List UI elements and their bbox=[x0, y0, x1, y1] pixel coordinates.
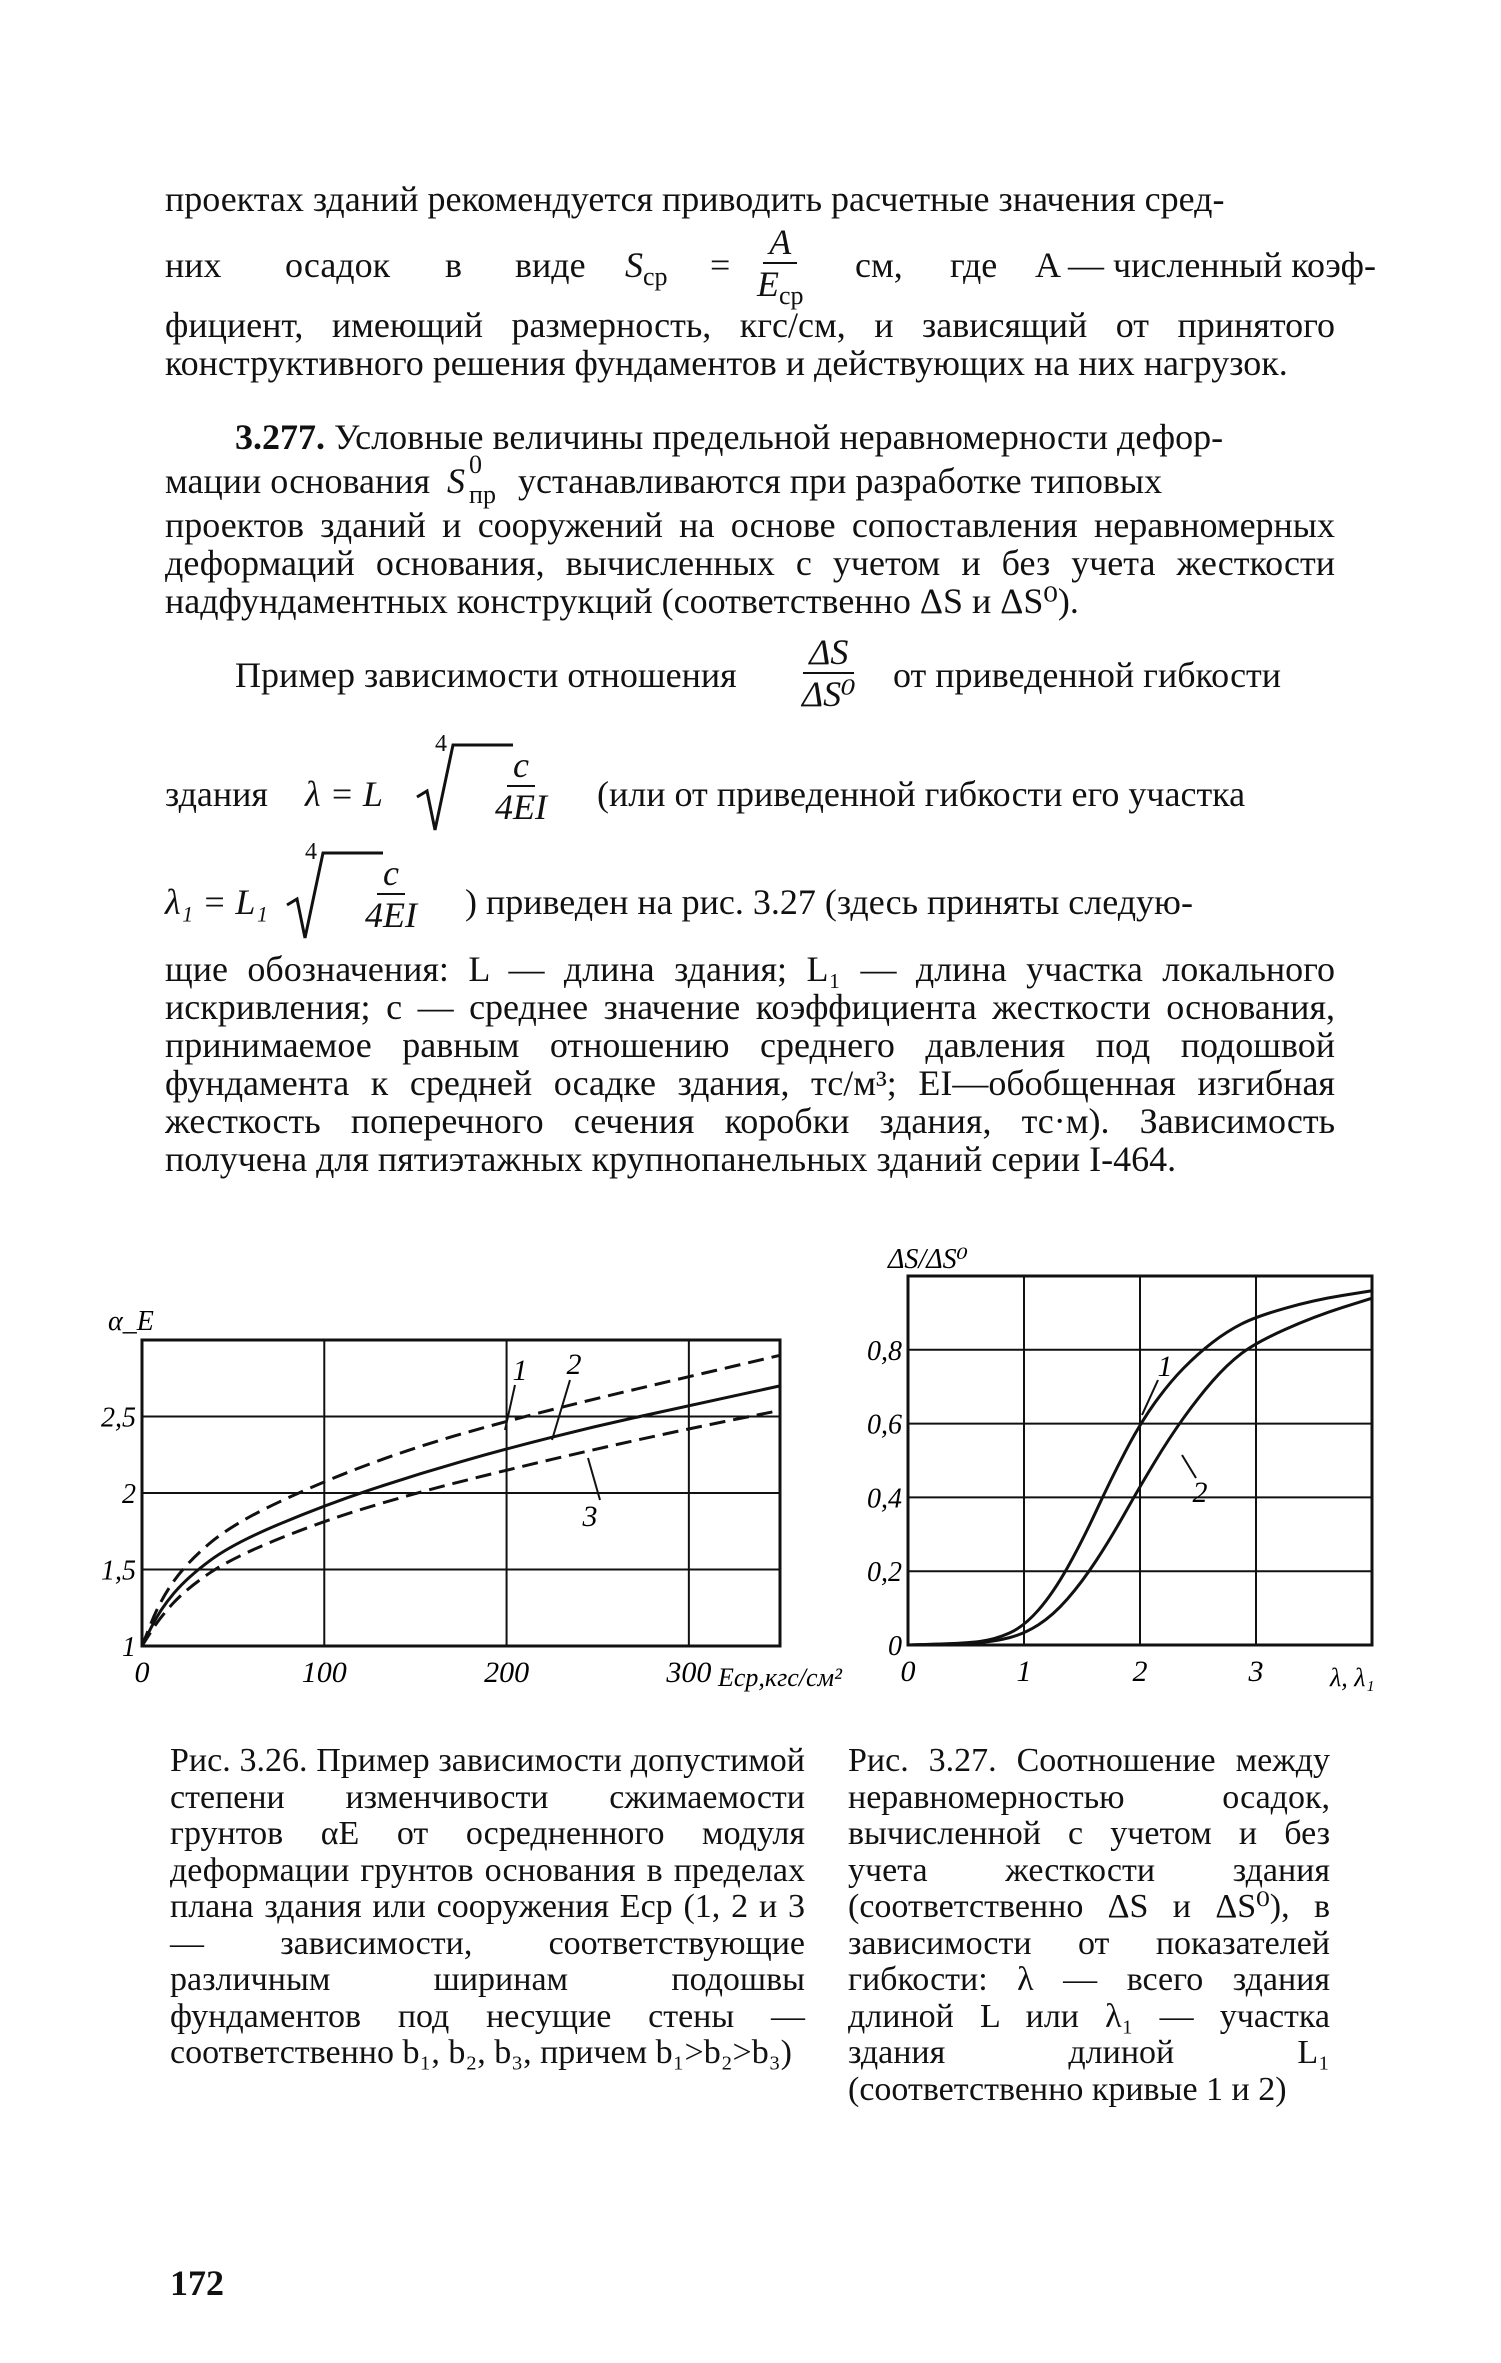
p1-word-gde: где bbox=[950, 245, 998, 285]
p3-root-num: c bbox=[507, 745, 535, 787]
p3-lambda1-eq: λ₁ = L₁ bbox=[165, 882, 268, 922]
p3-line3 bbox=[165, 839, 1335, 943]
curve-label-1: 1 bbox=[1157, 1350, 1173, 1383]
p3-lambda-eq: λ = L bbox=[305, 774, 383, 814]
p2-line1 bbox=[235, 418, 1335, 456]
p2-line2a: мации основания bbox=[165, 461, 431, 501]
y-tick-label-3: 0,6 bbox=[867, 1409, 902, 1441]
y-tick-label-1: 0,2 bbox=[867, 1557, 902, 1589]
p1-line1: проектах зданий рекомендуется приводить расчетные значения сред- bbox=[165, 179, 1225, 219]
page-number: 172 bbox=[170, 2263, 224, 2303]
p3-line1b: от приведенной гибкости bbox=[893, 655, 1282, 695]
x-tick-label-2: 2 bbox=[1132, 1655, 1148, 1688]
p3-word-zdaniya: здания bbox=[165, 774, 268, 814]
x-tick-label-3: 300 bbox=[666, 1656, 712, 1689]
p2-line2 bbox=[165, 450, 1335, 509]
formula-s-lhs: $S_{ср}$ bbox=[625, 245, 668, 292]
p1-word-vide: виде bbox=[515, 245, 586, 285]
y-tick-label-4: 0,8 bbox=[867, 1335, 902, 1367]
x-axis-label: λ, λ₁ bbox=[1330, 1663, 1375, 1692]
y-tick-label-3: 2,5 bbox=[101, 1402, 136, 1434]
series-line-1 bbox=[142, 1355, 780, 1646]
p1-rest: фициент, имеющий размерность, кгс/см, и зависящий от принятого конструктивного решения фундаментов и действующих на них нагрузок. bbox=[165, 305, 1335, 383]
x-tick-label-3: 3 bbox=[1248, 1655, 1264, 1688]
y-axis-label: ΔS/ΔS⁰ bbox=[888, 1244, 968, 1275]
curve-label-2: 2 bbox=[566, 1348, 582, 1381]
p1-line2 bbox=[165, 222, 1376, 314]
y-tick-label-2: 2 bbox=[122, 1479, 136, 1510]
p2-line2b: устанавливаются при разработке типовых bbox=[518, 461, 1163, 501]
curve-label-3: 3 bbox=[582, 1500, 598, 1533]
series-line-2 bbox=[142, 1386, 780, 1646]
y-tick-label-0: 1 bbox=[122, 1632, 136, 1663]
curve-label-2: 2 bbox=[1192, 1476, 1208, 1509]
p1-unit-sm: см, bbox=[855, 245, 903, 285]
p3-root-fraction bbox=[489, 745, 553, 827]
p3-rest: щие обозначения: L — длина здания; L₁ — длина участка локального искривления; c — среднее значение коэффициента жесткости основания, принимаемое равным отношению среднего давления под подошвой фундамента к средней осадке здания, тс/м³; EI—обобщенная изгибная жесткость поперечного сечения коробки здания, тс·м). Зависимость получена для пятиэтажных крупнопанельных зданий серии I-464. bbox=[165, 949, 1335, 1179]
p3-root-den: 4EI bbox=[495, 787, 547, 827]
curve-label-1: 1 bbox=[512, 1354, 528, 1387]
y-tick-label-2: 0,4 bbox=[867, 1483, 902, 1515]
p3-ratio-num: ΔS bbox=[803, 632, 854, 674]
caption-fig-3-26: Рис. 3.26. Пример зависимости допустимой степени изменчивости сжимаемости грунтов αE от осредненного модуля деформации грунтов основания в пределах плана здания или сооружения Eср (1, 2 и 3 — зависимости, соответствующие различным ширинам подошвы фундаментов под несущие стены — соответственно b₁, b₂, b₃, причем b₁>b₂>b₃) bbox=[170, 1742, 805, 2071]
p3-root2-den: 4EI bbox=[365, 895, 417, 935]
formula-s-eq: = bbox=[710, 245, 731, 285]
p1-word-nih: них bbox=[165, 245, 222, 285]
p3-ratio-fraction bbox=[796, 632, 862, 714]
p3-line1 bbox=[165, 632, 1335, 722]
y-axis-label: α_E bbox=[108, 1306, 154, 1337]
formula-s-fraction bbox=[751, 222, 810, 316]
x-tick-label-0: 0 bbox=[134, 1656, 150, 1689]
p3-root2-fraction bbox=[359, 853, 423, 935]
y-tick-label-1: 1,5 bbox=[101, 1555, 136, 1587]
p3-root2-index: 4 bbox=[305, 839, 317, 865]
p2-rest: проектов зданий и сооружений на основе сопоставления неравномерных деформаций основания, вычисленных с учетом и без учета жесткости надфундаментных конструкций (соответственно ΔS и ΔS⁰). bbox=[165, 505, 1335, 621]
x-tick-label-0: 0 bbox=[900, 1655, 916, 1688]
p3-root-index: 4 bbox=[435, 731, 447, 757]
formula-s-num: A bbox=[763, 222, 797, 264]
figure-3-26-chart bbox=[100, 1300, 842, 1710]
p3-ratio-den: ΔS⁰ bbox=[802, 674, 856, 714]
x-tick-label-1: 100 bbox=[301, 1656, 347, 1689]
p1-word-osadok: осадок bbox=[285, 245, 391, 285]
x-tick-label-1: 1 bbox=[1016, 1655, 1032, 1688]
series-line-3 bbox=[142, 1410, 780, 1646]
p3-root2-num: c bbox=[377, 853, 405, 895]
p3-line2 bbox=[165, 731, 1335, 835]
p2-s-symbol: S 0 пр bbox=[447, 450, 496, 509]
p1-A-def: A — численный коэф- bbox=[1035, 245, 1376, 285]
formula-s-den: $E_{ср}$ bbox=[757, 264, 804, 311]
caption-fig-3-27: Рис. 3.27. Соотношение между неравномерностью осадок, вычисленной с учетом и без учета жесткости здания (соответственно ΔS и ΔS⁰), в зависимости от показателей гибкости: λ — всего здания длиной L или λ₁ — участка здания длиной L₁ (соответственно кривые 1 и 2) bbox=[848, 1742, 1330, 2108]
p3-line1a: Пример зависимости отношения bbox=[235, 655, 737, 695]
p2-line1-text: Условные величины предельной неравномерности дефор- bbox=[334, 417, 1224, 457]
figure-3-27-chart bbox=[860, 1240, 1420, 1710]
x-axis-label: Eср,кгс/см² bbox=[718, 1663, 842, 1692]
p2-number: 3.277. bbox=[235, 417, 325, 457]
curve-leader-2 bbox=[1182, 1455, 1196, 1478]
p1-word-v: в bbox=[445, 245, 462, 285]
p3-line3b: ) приведен на рис. 3.27 (здесь приняты следую- bbox=[465, 882, 1193, 922]
y-tick-label-0: 0 bbox=[888, 1631, 902, 1662]
curve-leader-2 bbox=[552, 1380, 570, 1440]
p3-line2b: (или от приведенной гибкости его участка bbox=[597, 774, 1246, 814]
x-tick-label-2: 200 bbox=[484, 1656, 530, 1689]
